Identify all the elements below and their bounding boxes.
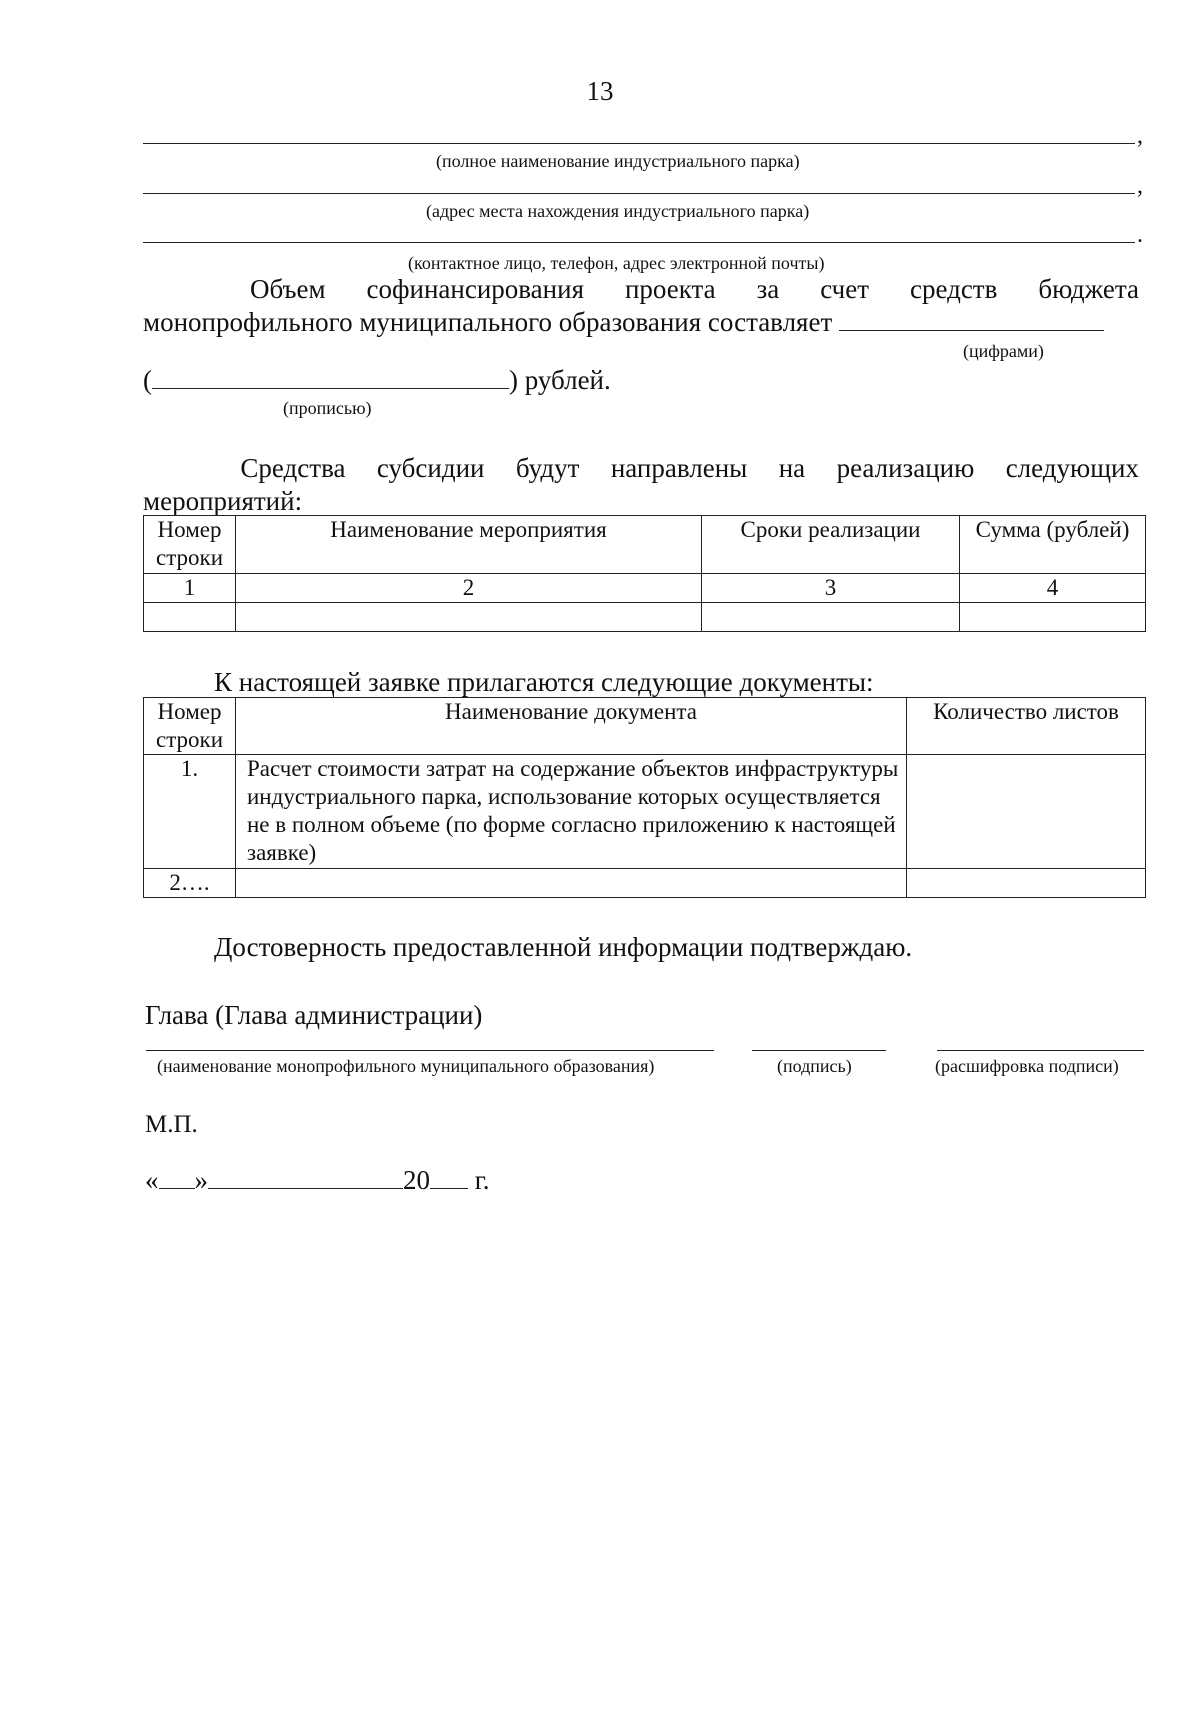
month-field[interactable] [208,1163,403,1189]
words-caption: (прописью) [283,398,372,418]
municipality-name-line[interactable] [146,1050,714,1051]
measures-intro-line-1 [143,451,1139,485]
cofin-word: за [756,274,780,304]
table-number-row [144,574,1146,603]
sheet-count[interactable] [907,755,1146,869]
measures-word: направлены [610,453,748,483]
signature-line[interactable] [752,1050,886,1051]
year-suffix: г. [474,1165,490,1195]
row-number: 2…. [144,869,236,898]
signature-decoding-line[interactable] [937,1050,1144,1051]
decoding-caption: (расшифровка подписи) [935,1056,1119,1076]
sheet-count[interactable] [907,869,1146,898]
contact-punct: . [1137,222,1143,248]
col-header-sheet-count: Количество листов [907,698,1146,755]
table-cell[interactable] [960,603,1146,632]
table-cell[interactable] [144,603,236,632]
amount-words-field[interactable] [152,363,509,389]
measures-intro-line-2: мероприятий: [143,486,303,516]
col-header-row-number: Номер строки [144,516,236,574]
cofin-word: софинансирования [366,274,584,304]
contact-line[interactable] [143,242,1135,243]
signature-caption: (подпись) [777,1056,852,1076]
document-name[interactable] [236,869,907,898]
table-header-row [144,516,1146,574]
col-header-row-number: Номер строки [144,698,236,755]
col-number: 3 [702,574,960,603]
measures-word: реализацию [836,453,975,483]
measures-word: будут [515,453,580,483]
cofin-word: проекта [624,274,716,304]
cofinancing-line-2 [143,305,1104,339]
document-name: Расчет стоимости затрат на содержание объектов инфраструктуры индустриального парка, использование которых осуществляется не в полном объеме (по форме согласно приложению к настоящей заявке) [236,755,907,869]
rubles-text: ) рублей. [509,365,611,395]
documents-intro: К настоящей заявке прилагаются следующие документы: [214,667,874,697]
table-cell[interactable] [236,603,702,632]
digits-caption: (цифрами) [963,341,1044,361]
table-header-row [144,698,1146,755]
cofin-word: счет [820,274,869,304]
amount-digits-field[interactable] [839,305,1104,331]
day-field[interactable] [159,1163,195,1189]
col-number: 1 [144,574,236,603]
row-number: 1. [144,755,236,869]
measures-word: субсидии [376,453,485,483]
table-cell[interactable] [702,603,960,632]
cofin-word: бюджета [1038,274,1139,304]
col-number: 4 [960,574,1146,603]
documents-table [143,697,1146,898]
date-line [145,1163,490,1197]
park-name-punct: , [1137,123,1143,149]
seal-label: М.П. [145,1111,198,1138]
year-field[interactable] [430,1163,468,1189]
park-name-caption: (полное наименование индустриального парка) [436,151,800,171]
park-name-line[interactable] [143,143,1135,144]
cofin-word: Объем [249,274,326,304]
confirmation-text: Достоверность предоставленной информации подтверждаю. [214,932,913,962]
col-header-timeline: Сроки реализации [702,516,960,574]
table-row [144,603,1146,632]
measures-word: на [778,453,806,483]
close-quote: » [194,1165,208,1195]
open-quote: « [145,1165,159,1195]
amount-words-line [143,363,611,397]
park-address-caption: (адрес места нахождения индустриального парка) [426,201,810,221]
measures-word: следующих [1005,453,1139,483]
park-address-line[interactable] [143,193,1135,194]
col-header-amount: Сумма (рублей) [960,516,1146,574]
measures-word: Средства [240,453,346,483]
cofinancing-line-1 [143,272,1139,306]
col-number: 2 [236,574,702,603]
page-number: 13 [586,76,614,106]
municipality-caption: (наименование монопрофильного муниципального образования) [157,1056,655,1076]
col-header-document-name: Наименование документа [236,698,907,755]
table-row [144,755,1146,869]
col-header-measure-name: Наименование мероприятия [236,516,702,574]
table-row [144,869,1146,898]
cofinancing-text: монопрофильного муниципального образования составляет [143,307,833,337]
cofin-word: средств [909,274,998,304]
park-address-punct: , [1137,173,1143,199]
open-paren: ( [143,365,152,395]
year-prefix: 20 [403,1165,430,1195]
measures-table [143,515,1146,632]
contact-caption: (контактное лицо, телефон, адрес электронной почты) [408,253,825,273]
head-title: Глава (Глава администрации) [145,1000,483,1030]
